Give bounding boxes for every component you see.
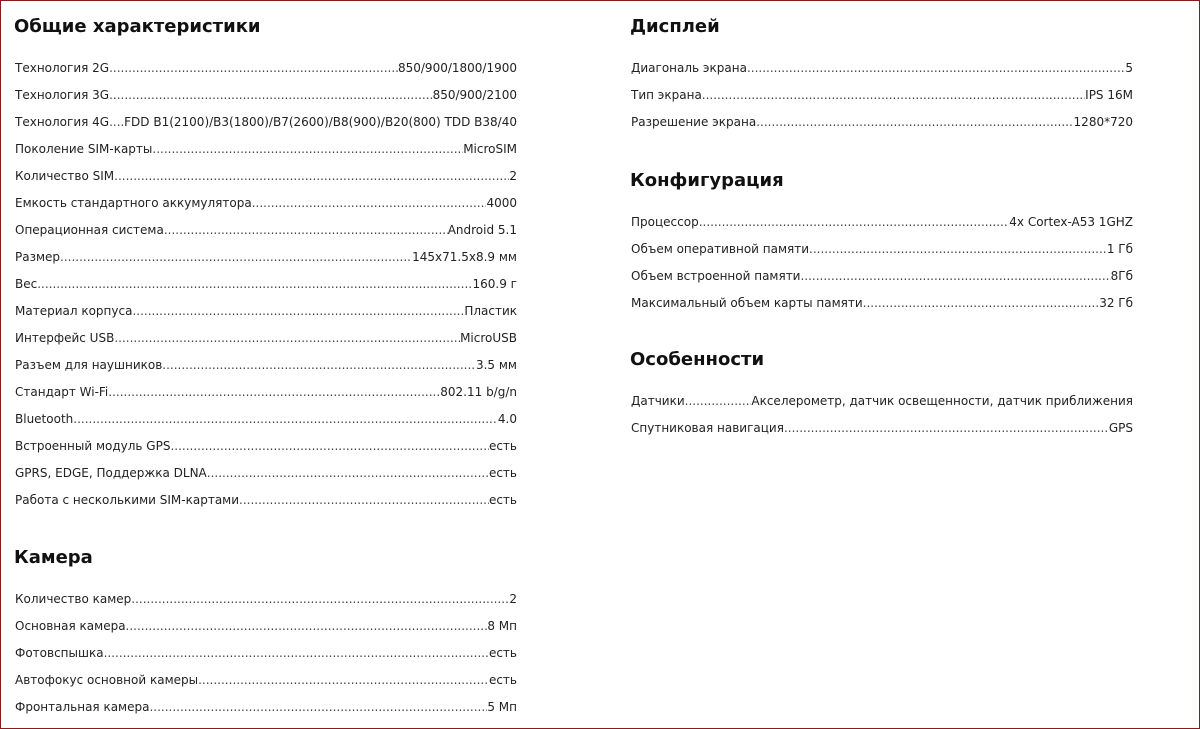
spec-row [15, 303, 517, 330]
spec-label: Процессор [631, 215, 699, 229]
spec-label: Емкость стандартного аккумулятора [15, 196, 252, 210]
spec-row [15, 618, 517, 645]
spec-label: Максимальный объем карты памяти [631, 296, 863, 310]
spec-value: MicroSIM [463, 142, 517, 156]
spec-label: Bluetooth [15, 412, 74, 426]
dot-leader [747, 60, 1125, 76]
spec-value: 4.0 [497, 412, 517, 426]
spec-row [15, 114, 517, 141]
spec-label: Встроенный модуль GPS [15, 439, 171, 453]
spec-row [631, 268, 1133, 295]
spec-value: есть [488, 466, 517, 480]
spec-label: Работа с несколькими SIM-картами [15, 493, 240, 507]
dot-leader [126, 618, 488, 634]
dot-leader [152, 141, 463, 157]
spec-list [631, 214, 1133, 322]
spec-value: есть [488, 439, 517, 453]
spec-label: Диагональ экрана [631, 61, 747, 75]
spec-row [15, 222, 517, 249]
dot-leader [132, 303, 464, 319]
spec-label: Интерфейс USB [15, 331, 115, 345]
spec-row [15, 60, 517, 87]
spec-label: Разрешение экрана [631, 115, 757, 129]
spec-value: 160.9 г [472, 277, 517, 291]
dot-leader [109, 114, 124, 130]
spec-label: Стандарт Wi-Fi [15, 385, 109, 399]
spec-value: Android 5.1 [447, 223, 517, 237]
dot-leader [60, 249, 412, 265]
section-title: Дисплей [630, 16, 720, 37]
dot-leader [114, 330, 460, 346]
spec-value: есть [488, 493, 517, 507]
spec-label: Объем оперативной памяти [631, 242, 810, 256]
spec-label: Материал корпуса [15, 304, 133, 318]
spec-label: Технология 3G [15, 88, 110, 102]
spec-value: 5 [1125, 61, 1133, 75]
spec-row [631, 87, 1133, 114]
spec-value: 1 Гб [1106, 242, 1133, 256]
spec-value: 145x71.5x8.9 мм [412, 250, 517, 264]
spec-row [15, 645, 517, 672]
spec-row [15, 384, 517, 411]
spec-value: 8 Мп [487, 619, 517, 633]
spec-value: 2 [509, 169, 517, 183]
spec-value: 3.5 мм [475, 358, 517, 372]
section-title: Конфигурация [630, 170, 784, 191]
spec-list [15, 60, 517, 519]
dot-leader [784, 420, 1109, 436]
spec-label: Размер [15, 250, 61, 264]
spec-value: 850/900/2100 [432, 88, 517, 102]
dot-leader [37, 276, 472, 292]
dot-leader [162, 357, 476, 373]
section-title: Камера [14, 547, 93, 568]
spec-value: 4x Cortex-A53 1GHZ [1009, 215, 1133, 229]
spec-label: Датчики [631, 394, 685, 408]
spec-label: Вес [15, 277, 38, 291]
spec-value: 1280*720 [1073, 115, 1133, 129]
spec-value: 2 [509, 592, 517, 606]
spec-value: FDD B1(2100)/B3(1800)/B7(2600)/B8(900)/B20(800) TDD B38/40 [124, 115, 517, 129]
dot-leader [109, 87, 432, 103]
spec-label: Количество SIM [15, 169, 115, 183]
dot-leader [104, 645, 489, 661]
spec-row [15, 249, 517, 276]
spec-row [15, 330, 517, 357]
spec-row [15, 357, 517, 384]
spec-value: Пластик [464, 304, 517, 318]
spec-list [15, 591, 517, 726]
spec-label: Автофокус основной камеры [15, 673, 199, 687]
dot-leader [114, 168, 509, 184]
spec-row [15, 276, 517, 303]
dot-leader [252, 195, 487, 211]
spec-label: Разъем для наушников [15, 358, 163, 372]
spec-value: есть [488, 673, 517, 687]
section-title: Общие характеристики [14, 16, 261, 37]
dot-leader [239, 492, 489, 508]
dot-leader [149, 699, 487, 715]
spec-row [15, 465, 517, 492]
spec-row [15, 168, 517, 195]
spec-value: 5 Мп [487, 700, 517, 714]
spec-value: 850/900/1800/1900 [397, 61, 517, 75]
spec-label: GPRS, EDGE, Поддержка DLNA [15, 466, 207, 480]
section-title: Особенности [630, 349, 765, 370]
spec-label: Количество камер [15, 592, 132, 606]
dot-leader [800, 268, 1110, 284]
spec-label: Спутниковая навигация [631, 421, 784, 435]
dot-leader [809, 241, 1107, 257]
spec-list [631, 60, 1133, 141]
spec-row [631, 241, 1133, 268]
spec-list [631, 393, 1133, 447]
dot-leader [863, 295, 1100, 311]
spec-label: Тип экрана [631, 88, 702, 102]
dot-leader [108, 384, 440, 400]
spec-label: Основная камера [15, 619, 126, 633]
spec-label: Технология 4G [15, 115, 110, 129]
spec-row [15, 591, 517, 618]
spec-value: 8Гб [1110, 269, 1133, 283]
spec-row [15, 672, 517, 699]
spec-row [631, 114, 1133, 141]
spec-row [15, 411, 517, 438]
spec-row [631, 420, 1133, 447]
dot-leader [756, 114, 1073, 130]
dot-leader [164, 222, 448, 238]
spec-value: IPS 16M [1085, 88, 1133, 102]
dot-leader [170, 438, 489, 454]
spec-value: 32 Гб [1099, 296, 1133, 310]
spec-row [631, 295, 1133, 322]
spec-label: Фронтальная камера [15, 700, 150, 714]
spec-value: 802.11 b/g/n [440, 385, 517, 399]
dot-leader [702, 87, 1085, 103]
dot-leader [207, 465, 489, 481]
dot-leader [699, 214, 1010, 230]
spec-row [15, 438, 517, 465]
spec-value: Акселерометр, датчик освещенности, датчик приближения [751, 394, 1133, 408]
spec-row [631, 393, 1133, 420]
dot-leader [109, 60, 398, 76]
dot-leader [198, 672, 489, 688]
spec-value: 4000 [486, 196, 517, 210]
spec-row [15, 699, 517, 726]
spec-row [15, 87, 517, 114]
spec-label: Поколение SIM-карты [15, 142, 153, 156]
spec-row [631, 60, 1133, 87]
spec-value: GPS [1108, 421, 1133, 435]
spec-row [15, 492, 517, 519]
spec-label: Операционная система [15, 223, 164, 237]
spec-label: Фотовспышка [15, 646, 104, 660]
dot-leader [131, 591, 509, 607]
spec-row [15, 195, 517, 222]
spec-label: Технология 2G [15, 61, 110, 75]
spec-label: Объем встроенной памяти [631, 269, 801, 283]
dot-leader [685, 393, 752, 409]
spec-value: MicroUSB [460, 331, 517, 345]
spec-row [631, 214, 1133, 241]
spec-value: есть [488, 646, 517, 660]
dot-leader [73, 411, 498, 427]
spec-row [15, 141, 517, 168]
